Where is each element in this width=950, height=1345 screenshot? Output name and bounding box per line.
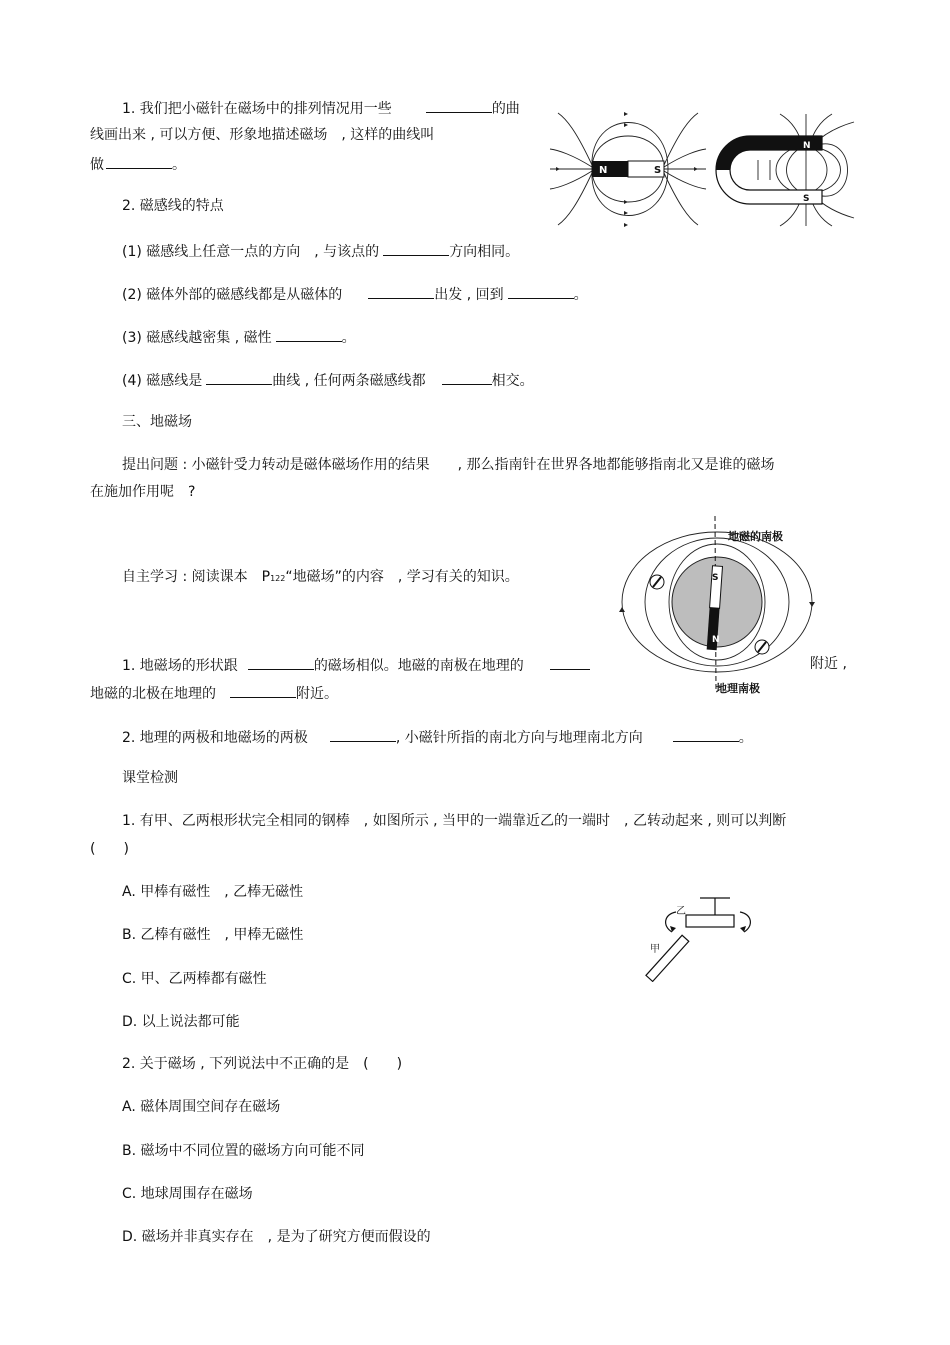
s3-question-1: 提出问题 : 小磁针受力转动是磁体磁场作用的结果 , 那么指南针在世界各地都能够指南北又是谁的磁场 [122, 457, 775, 473]
s2-point-1 [122, 241, 519, 261]
earth-magnetic-field-figure [612, 512, 822, 697]
earth-s-label: S [712, 573, 719, 583]
blank-curve-a [426, 98, 492, 113]
horseshoe-magnet-field-figure [710, 110, 860, 228]
page-subscript: 122 [270, 574, 286, 583]
s3-geo-1-end: 附近 , [810, 656, 847, 672]
s2-point-3 [122, 327, 356, 347]
text: 。 [573, 287, 588, 303]
rod-jia-label: 甲 [650, 944, 660, 955]
s3-heading: 三、地磁场 [122, 414, 192, 430]
text: “地磁场”的内容 , 学习有关的知识。 [285, 569, 519, 585]
text: 方向相同。 [449, 244, 520, 260]
text: 附近。 [296, 686, 338, 702]
text: 地磁的北极在地理的 [90, 686, 216, 702]
bar-magnet-n-label: N [599, 165, 608, 176]
rod-yi-label: 乙 [676, 906, 686, 917]
blank-curve-name [106, 154, 172, 169]
text: 出发 , 回到 [434, 287, 504, 303]
compass-needle-icon [755, 640, 769, 654]
blank [330, 727, 396, 742]
s3-question-2: 在施加作用呢 ? [90, 484, 196, 500]
s1-line-1 [122, 98, 520, 118]
s3-self-study [122, 568, 519, 588]
rod-jia [646, 935, 689, 981]
bar-magnet-s-label: S [654, 165, 662, 176]
quiz-q1: 1. 有甲、乙两根形状完全相同的钢棒 , 如图所示 , 当甲的一端靠近乙的一端时 , 乙转动起来 , 则可以判断 [122, 813, 787, 829]
blank [383, 241, 449, 256]
text: 自主学习 : 阅读课本 P [122, 569, 271, 585]
bar-magnet-n-half [592, 161, 628, 177]
text: 1. 地磁场的形状跟 [122, 658, 238, 674]
earth-bottom-label: 地理南极 [716, 682, 760, 695]
quiz-heading: 课堂检测 [122, 770, 178, 786]
quiz-q1-paren: ( ) [90, 841, 129, 857]
text: 。 [341, 330, 356, 346]
s1-line-3 [90, 154, 186, 174]
blank [508, 284, 574, 299]
blank [206, 370, 272, 385]
quiz-q1-option-d: D. 以上说法都可能 [122, 1014, 240, 1030]
horseshoe-n-label: N [803, 141, 811, 151]
s2-point-2 [122, 284, 588, 304]
blank [550, 655, 590, 670]
quiz-q2-option-a: A. 磁体周围空间存在磁场 [122, 1099, 281, 1115]
quiz-q2-option-d: D. 磁场并非真实存在 , 是为了研究方便而假设的 [122, 1229, 431, 1245]
quiz-q1-option-a: A. 甲棒有磁性 , 乙棒无磁性 [122, 884, 304, 900]
text: 的曲 [491, 101, 520, 117]
s2-point-4 [122, 370, 534, 390]
blank [442, 370, 492, 385]
text: (4) 磁感线是 [122, 373, 203, 389]
s3-geo-2 [122, 727, 753, 747]
blank [248, 655, 314, 670]
text: (2) 磁体外部的磁感线都是从磁体的 [122, 287, 343, 303]
text: 。 [172, 157, 186, 173]
quiz-q2: 2. 关于磁场 , 下列说法中不正确的是 ( ) [122, 1056, 403, 1072]
text: 相交。 [491, 373, 534, 389]
text: (3) 磁感线越密集 , 磁性 [122, 330, 272, 346]
rod-yi [686, 915, 734, 927]
earth-n-label: N [712, 635, 720, 645]
blank [673, 727, 739, 742]
text: 。 [738, 730, 753, 746]
quiz-q1-option-b: B. 乙棒有磁性 , 甲棒无磁性 [122, 927, 304, 943]
s1-line-2: 线画出来 , 可以方便、形象地描述磁场 , 这样的曲线叫 [90, 127, 435, 143]
text: 2. 地理的两极和地磁场的两极 [122, 730, 308, 746]
s3-geo-1 [122, 655, 590, 675]
blank [230, 683, 296, 698]
blank [368, 284, 434, 299]
earth-top-label: 地磁的南极 [728, 530, 783, 543]
quiz-q2-option-b: B. 磁场中不同位置的磁场方向可能不同 [122, 1143, 365, 1159]
compass-needle-icon [650, 575, 664, 589]
text: 曲线 , 任何两条磁感线都 [272, 373, 426, 389]
quiz-q1-option-c: C. 甲、乙两棒都有磁性 [122, 971, 267, 987]
steel-rods-figure [638, 890, 763, 982]
text: , 小磁针所指的南北方向与地理南北方向 [395, 730, 643, 746]
horseshoe-s-label: S [803, 194, 810, 204]
bar-magnet-field-figure [548, 105, 708, 230]
quiz-q2-option-c: C. 地球周围存在磁场 [122, 1186, 253, 1202]
s3-geo-1-cont [90, 683, 338, 703]
text: 做 [90, 157, 104, 173]
s2-title: 2. 磁感线的特点 [122, 198, 224, 214]
text: 1. 我们把小磁针在磁场中的排列情况用一些 [122, 101, 392, 117]
blank [276, 327, 342, 342]
text: 的磁场相似。地磁的南极在地理的 [313, 658, 524, 674]
text: (1) 磁感线上任意一点的方向 , 与该点的 [122, 244, 380, 260]
